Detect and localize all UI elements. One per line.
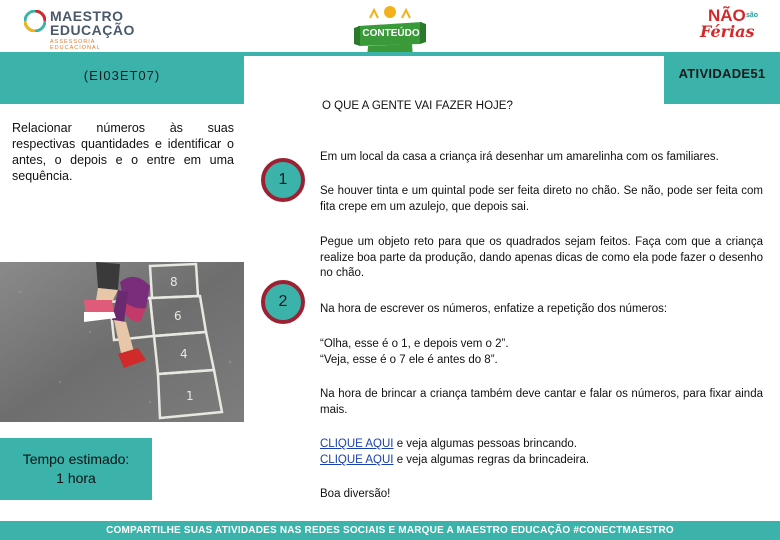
logo-ferias: Férias xyxy=(700,22,755,41)
step-1-badge: 1 xyxy=(261,158,305,202)
maestro-logo-mark-icon xyxy=(24,10,46,32)
svg-text:8: 8 xyxy=(170,275,178,289)
hopscotch-image-icon xyxy=(0,262,244,422)
footer-bar xyxy=(0,521,780,540)
game-rules-link[interactable]: CLIQUE AQUI xyxy=(320,454,394,466)
closing-text: Boa diversão! xyxy=(320,488,391,500)
svg-text:6: 6 xyxy=(174,309,182,323)
logo-line2: EDUCAÇÃO xyxy=(50,22,135,38)
step1-paragraph2: Se houver tinta e um quintal pode ser feita direto no chão. Se não, pode ser feita com fita crepe em um azulejo, que depois sai. xyxy=(320,185,763,213)
logo-tagline: ASSESSORIA EDUCACIONAL xyxy=(50,39,101,51)
banner-white-panel xyxy=(244,56,664,104)
logo-sao: são xyxy=(746,12,759,19)
step2-quote1: “Olha, esse é o 1, e depois vem o 2”. xyxy=(320,338,509,350)
section-title: O QUE A GENTE VAI FAZER HOJE? xyxy=(322,100,513,112)
skill-code: (EI03ET07) xyxy=(83,68,161,83)
estimated-time-value: 1 hora xyxy=(56,470,96,486)
step-2-badge: 2 xyxy=(261,280,305,324)
step2-paragraph1: Pegue um objeto reto para que os quadrados sejam feitos. Faça com que a criança realize boa parte da produção, dando apenas dicas de como ela pode fazer o desenho no chão. xyxy=(320,236,763,279)
estimated-time-label: Tempo estimado: xyxy=(22,451,130,467)
header xyxy=(0,0,780,52)
activity-label: ATIVIDADE51 xyxy=(678,66,766,81)
watch-people-playing-link[interactable]: CLIQUE AQUI xyxy=(320,438,394,450)
svg-text:4: 4 xyxy=(180,347,188,361)
link-line-2 xyxy=(320,453,763,469)
maestro-educacao-logo xyxy=(20,8,135,51)
svg-text:1: 1 xyxy=(186,389,194,403)
step2-paragraph3: Na hora de brincar a criança também deve cantar e falar os números, para fixar ainda mais. xyxy=(320,388,763,416)
nao-sao-ferias-logo xyxy=(690,6,770,48)
hopscotch-photo xyxy=(0,262,244,422)
logo-nao: NÃO xyxy=(708,6,746,25)
estimated-time-box xyxy=(0,438,152,500)
badge-line1: CONTEÚDO xyxy=(362,28,420,39)
link-line-1 xyxy=(320,437,763,453)
step1-paragraph1: Em um local da casa a criança irá desenhar um amarelinha com os familiares. xyxy=(320,151,719,163)
footer-text: COMPARTILHE SUAS ATIVIDADES NAS REDES SOCIAIS E MARQUE A MAESTRO EDUCAÇÃO #CONECTMAESTRO xyxy=(106,525,674,536)
link-line-1-text: e veja algumas pessoas brincando. xyxy=(393,438,577,450)
logo-line1: MAESTRO xyxy=(50,8,124,24)
objective-text: Relacionar números às suas respectivas quantidades e identificar o antes, o depois e o entre em uma sequência. xyxy=(12,121,234,183)
step2-quote2: “Veja, esse é o 7 ele é antes do 8”. xyxy=(320,354,498,366)
step2-paragraph2: Na hora de escrever os números, enfatize a repetição dos números: xyxy=(320,303,668,315)
link-line-2-text: e veja algumas regras da brincadeira. xyxy=(393,454,590,466)
